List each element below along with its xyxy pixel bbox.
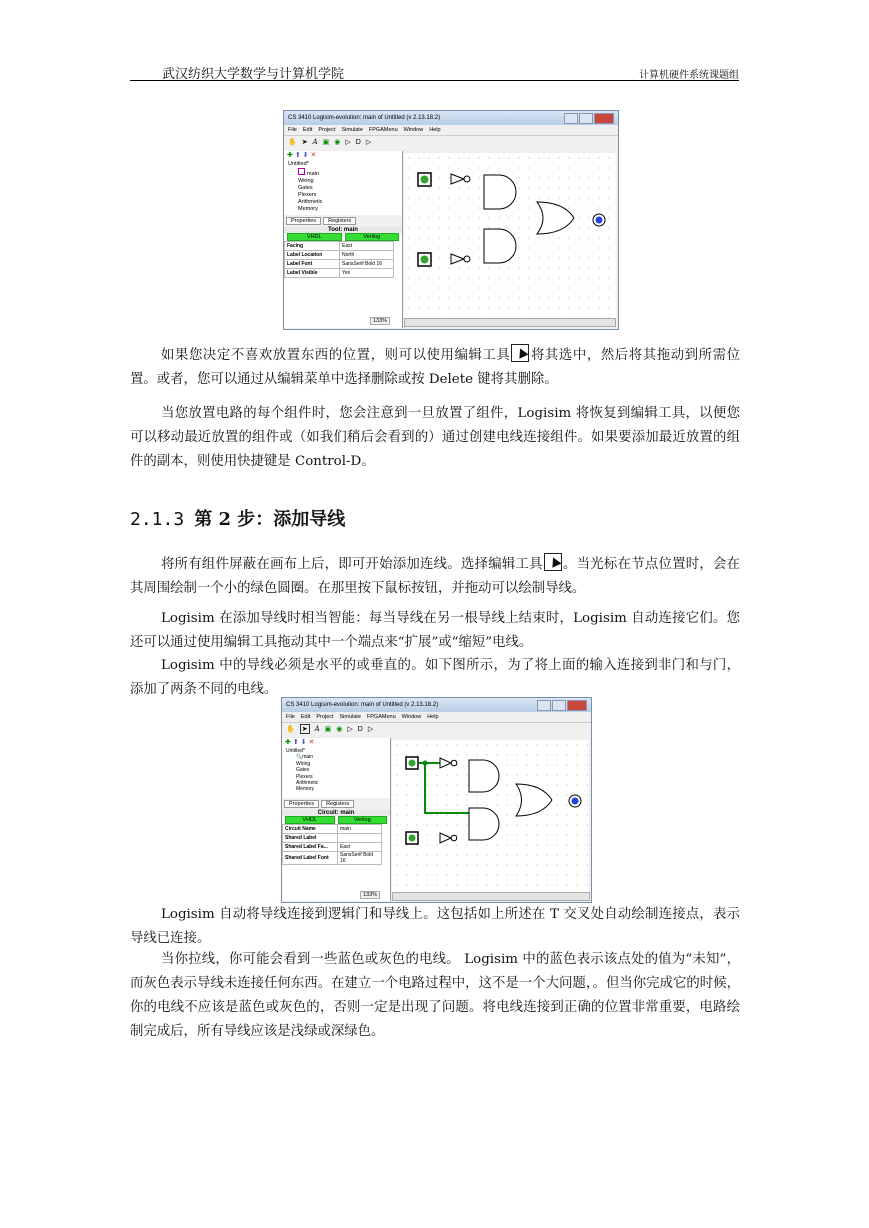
not-gate-icon[interactable]: ▷: [345, 139, 351, 146]
horizontal-scrollbar[interactable]: [392, 892, 590, 901]
prop-row: [285, 260, 394, 269]
circuit-drawing: [404, 153, 616, 318]
and-gate-bottom: [484, 229, 516, 263]
panel-tabs: [282, 798, 390, 810]
left-panel: [282, 738, 391, 901]
and-gate-top: [469, 760, 499, 792]
logisim-screenshot-1: [283, 110, 619, 330]
prop-row: [285, 269, 394, 278]
output-pin-icon[interactable]: ◉: [334, 139, 341, 146]
prop-value[interactable]: East: [338, 843, 382, 852]
menu-bar: [282, 712, 591, 723]
menu-file[interactable]: File: [288, 127, 297, 133]
edit-tool-icon: [544, 553, 562, 571]
header-rule: [130, 80, 739, 81]
not-gate-bottom: [440, 833, 451, 843]
prop-value[interactable]: East: [340, 242, 394, 251]
and-gate-icon[interactable]: D: [357, 725, 363, 733]
menu-fpga[interactable]: FPGAMenu: [366, 714, 396, 720]
circuit-icon: [298, 168, 305, 175]
tree-item-arithmetic[interactable]: Arithmetic: [296, 780, 319, 787]
input-pin-top-value: [421, 176, 429, 184]
tab-properties[interactable]: Properties: [286, 217, 321, 225]
logisim-screenshot-2: [281, 697, 592, 903]
prop-value[interactable]: Yes: [340, 269, 394, 278]
tree-item-project[interactable]: Untitled*: [286, 748, 305, 754]
app-title: CS 3410 Logisim-evolution: main of Untitled (v 2.13.18.2): [288, 115, 441, 121]
menu-fpga[interactable]: FPGAMenu: [368, 127, 398, 133]
prop-value[interactable]: SansSerif Bold 16: [338, 852, 382, 865]
paragraph: 当你拉线，你可能会看到一些蓝色或灰色的电线。 Logisim 中的蓝色表示该点处的值为“未知”，而灰色表示导线未连接任何东西。在建立一个电路过程中，这不是一个大问题，。但当你完成它的时候，你的电线不应该是蓝色或灰色的，否则一定是出现了问题。将电线连接到正确的位置非常重要，电路绘制完成后，所有导线应该是浅绿或深绿色。: [130, 952, 740, 1039]
menu-simulate[interactable]: Simulate: [339, 714, 361, 720]
paragraph: Logisim 自动将导线连接到逻辑门和导线上。这包括如上所述在 T 交叉处自动绘制连接点，表示导线已连接。: [130, 907, 740, 946]
or-gate: [516, 784, 552, 816]
tree-item-gates[interactable]: Gates: [296, 767, 310, 774]
tree-label: main: [302, 754, 314, 761]
explorer-toolbar: [284, 151, 402, 159]
or-gate-icon[interactable]: ▷: [365, 139, 372, 146]
menu-project[interactable]: Project: [316, 714, 334, 720]
edit-tool-icon[interactable]: ➤: [301, 139, 308, 146]
paragraph-text: 如果您决定不喜欢放置东西的位置，则可以使用编辑工具: [161, 348, 511, 363]
or-gate-icon[interactable]: ▷: [367, 726, 374, 733]
prop-row: [283, 852, 382, 865]
prop-value[interactable]: North: [340, 251, 394, 260]
circuit-drawing: [392, 740, 589, 892]
tree-item-main[interactable]: [288, 168, 398, 178]
prop-key: Label Visible: [285, 269, 340, 278]
menu-window[interactable]: Window: [403, 127, 424, 133]
and-gate-icon[interactable]: D: [355, 138, 361, 146]
prop-key: Label Location: [285, 251, 340, 260]
tree-item-arithmetic[interactable]: Arithmetic: [298, 199, 323, 205]
close-button[interactable]: [594, 113, 614, 124]
tree-item-plexers[interactable]: Plexers: [296, 773, 313, 780]
explorer-tree: [282, 746, 390, 798]
prop-value[interactable]: [338, 834, 382, 843]
vhdl-button[interactable]: VHDL: [287, 233, 342, 241]
and-gate-bottom: [469, 808, 499, 840]
tab-registers[interactable]: Registers: [321, 800, 354, 808]
tree-item-wiring[interactable]: Wiring: [296, 760, 311, 767]
input-pin-top-value: [409, 760, 416, 767]
tree-item-gates[interactable]: Gates: [298, 185, 313, 191]
delete-icon[interactable]: ✕: [310, 152, 317, 159]
toolbar: [282, 723, 591, 735]
paragraph: [130, 553, 740, 601]
tab-registers[interactable]: Registers: [323, 217, 356, 225]
input-pin-icon[interactable]: ▣: [322, 139, 330, 146]
move-up-icon[interactable]: ⬆: [294, 152, 301, 159]
input-pin-bottom-value: [421, 256, 429, 264]
maximize-button[interactable]: [552, 700, 566, 711]
minimize-button[interactable]: [537, 700, 551, 711]
not-gate-top: [451, 174, 464, 184]
header-group: 计算机硬件系统课题组: [639, 70, 739, 81]
menu-simulate[interactable]: Simulate: [341, 127, 363, 133]
prop-key: Facing: [285, 242, 340, 251]
maximize-button[interactable]: [579, 113, 593, 124]
output-pin-value: [572, 798, 579, 805]
horizontal-scrollbar[interactable]: [404, 318, 616, 327]
poke-tool-icon[interactable]: ✋: [288, 139, 297, 146]
wire-to-and-gate: [425, 763, 469, 813]
menu-edit[interactable]: Edit: [300, 714, 311, 720]
output-pin-value: [596, 217, 603, 224]
prop-key: Label Font: [285, 260, 340, 269]
prop-value[interactable]: SansSerif Bold 16: [340, 260, 394, 269]
and-gate-top: [484, 175, 516, 209]
tree-item-plexers[interactable]: Plexers: [298, 192, 317, 198]
panel-tabs: [284, 215, 402, 227]
zoom-indicator[interactable]: 133%: [370, 317, 390, 325]
move-down-icon[interactable]: ⬇: [302, 152, 309, 159]
not-gate-bottom-bubble: [451, 835, 457, 841]
output-pin-icon[interactable]: ◉: [336, 726, 343, 733]
prop-value[interactable]: main: [338, 825, 382, 834]
not-gate-top-bubble: [464, 176, 470, 182]
paragraph-text: 将其选中，然后将其拖动到所需位置。或者，您可以通过从编辑菜单中选择删除或按 Delete 键将其删除。: [130, 348, 740, 387]
window-titlebar: [284, 111, 618, 125]
section-heading: [130, 505, 345, 531]
menu-window[interactable]: Window: [401, 714, 422, 720]
input-pin-icon[interactable]: ▣: [324, 726, 332, 733]
menu-bar: [284, 125, 618, 136]
section-number: 2.1.3: [130, 509, 185, 530]
prop-key: Shared Label Fa...: [283, 843, 338, 852]
magnifier-icon: 🔍: [296, 754, 303, 761]
not-gate-bottom: [451, 254, 464, 264]
move-down-icon[interactable]: ⬇: [300, 739, 307, 746]
tree-item-memory[interactable]: Memory: [296, 786, 315, 793]
text-tool-icon[interactable]: A: [312, 138, 318, 146]
window-titlebar: [282, 698, 591, 712]
add-circuit-icon[interactable]: ✚: [287, 152, 293, 159]
app-title: CS 3410 Logisim-evolution: main of Untitled (v 2.13.18.2): [286, 702, 439, 708]
prop-row: [283, 834, 382, 843]
vhdl-button[interactable]: VHDL: [285, 816, 335, 824]
menu-project[interactable]: Project: [318, 127, 336, 133]
explorer-tree: [284, 159, 402, 215]
properties-table: [282, 824, 382, 865]
panel-title: Circuit: main: [282, 810, 390, 816]
not-gate-top: [440, 758, 451, 768]
prop-key: Shared Label Font: [283, 852, 338, 865]
tree-item-project[interactable]: Untitled*: [288, 161, 309, 167]
or-gate: [537, 202, 574, 234]
circuit-canvas[interactable]: [404, 153, 616, 318]
paragraph: 当您放置电路的每个组件时，您会注意到一旦放置了组件，Logisim 将恢复到编辑工具，以便您可以移动最近放置的组件或（如我们稍后会看到的）通过创建电线连接组件。如果要添加最近放置的组件的副本，则使用快捷键是 Control-D。: [130, 406, 740, 469]
minimize-button[interactable]: [564, 113, 578, 124]
menu-help[interactable]: Help: [427, 714, 439, 720]
poke-tool-icon[interactable]: ✋: [286, 726, 295, 733]
edit-tool-icon: [511, 344, 529, 362]
text-tool-icon[interactable]: A: [314, 725, 320, 733]
panel-title: Tool: main: [284, 227, 402, 233]
prop-row: [283, 825, 382, 834]
header-institution: 武汉纺织大学数学与计算机学院: [162, 67, 345, 82]
menu-edit[interactable]: Edit: [302, 127, 313, 133]
not-gate-icon[interactable]: ▷: [347, 726, 353, 733]
circuit-canvas[interactable]: [392, 740, 589, 892]
tree-item-wiring[interactable]: Wiring: [298, 178, 314, 184]
prop-row: [283, 843, 382, 852]
not-gate-bottom-bubble: [464, 256, 470, 262]
menu-help[interactable]: Help: [429, 127, 441, 133]
prop-key: Circuit Name: [283, 825, 338, 834]
properties-table: [284, 241, 394, 278]
toolbar: [284, 136, 618, 148]
prop-row: [285, 251, 394, 260]
verilog-button[interactable]: Verilog: [345, 233, 400, 241]
not-gate-top-bubble: [451, 760, 457, 766]
tree-label: main: [307, 171, 319, 177]
delete-icon[interactable]: ✕: [308, 739, 315, 746]
paragraph: [130, 344, 740, 392]
input-pin-bottom-value: [409, 835, 416, 842]
add-circuit-icon[interactable]: ✚: [285, 739, 291, 746]
hdl-buttons: [284, 233, 402, 241]
zoom-indicator[interactable]: 133%: [360, 891, 380, 899]
wire-junction: [423, 761, 428, 766]
left-panel: [284, 151, 403, 328]
explorer-toolbar: [282, 738, 390, 746]
prop-key: Shared Label: [283, 834, 338, 843]
paragraph: Logisim 在添加导线时相当智能：每当导线在另一根导线上结束时，Logisim 自动连接它们。您还可以通过使用编辑工具拖动其中一个端点来“扩展”或“缩短”电线。: [130, 611, 740, 650]
verilog-button[interactable]: Verilog: [338, 816, 388, 824]
paragraph-text: 。当光标在节点位置时，会在其周围绘制一个小的绿色圆圈。在那里按下鼠标按钮，并拖动可以绘制导线。: [130, 557, 741, 596]
section-title: 第 2 步：添加导线: [194, 509, 346, 530]
hdl-buttons: [282, 816, 390, 824]
edit-tool-icon[interactable]: ➤: [301, 726, 308, 733]
close-button[interactable]: [567, 700, 587, 711]
move-up-icon[interactable]: ⬆: [292, 739, 299, 746]
menu-file[interactable]: File: [286, 714, 295, 720]
tree-item-memory[interactable]: Memory: [298, 206, 318, 212]
paragraph: Logisim 中的导线必须是水平的或垂直的。如下图所示，为了将上面的输入连接到非门和与门，添加了两条不同的电线。: [130, 658, 740, 697]
paragraph-text: 将所有组件屏蔽在画布上后，即可开始添加连线。选择编辑工具: [161, 557, 543, 572]
prop-row: [285, 242, 394, 251]
tab-properties[interactable]: Properties: [284, 800, 319, 808]
